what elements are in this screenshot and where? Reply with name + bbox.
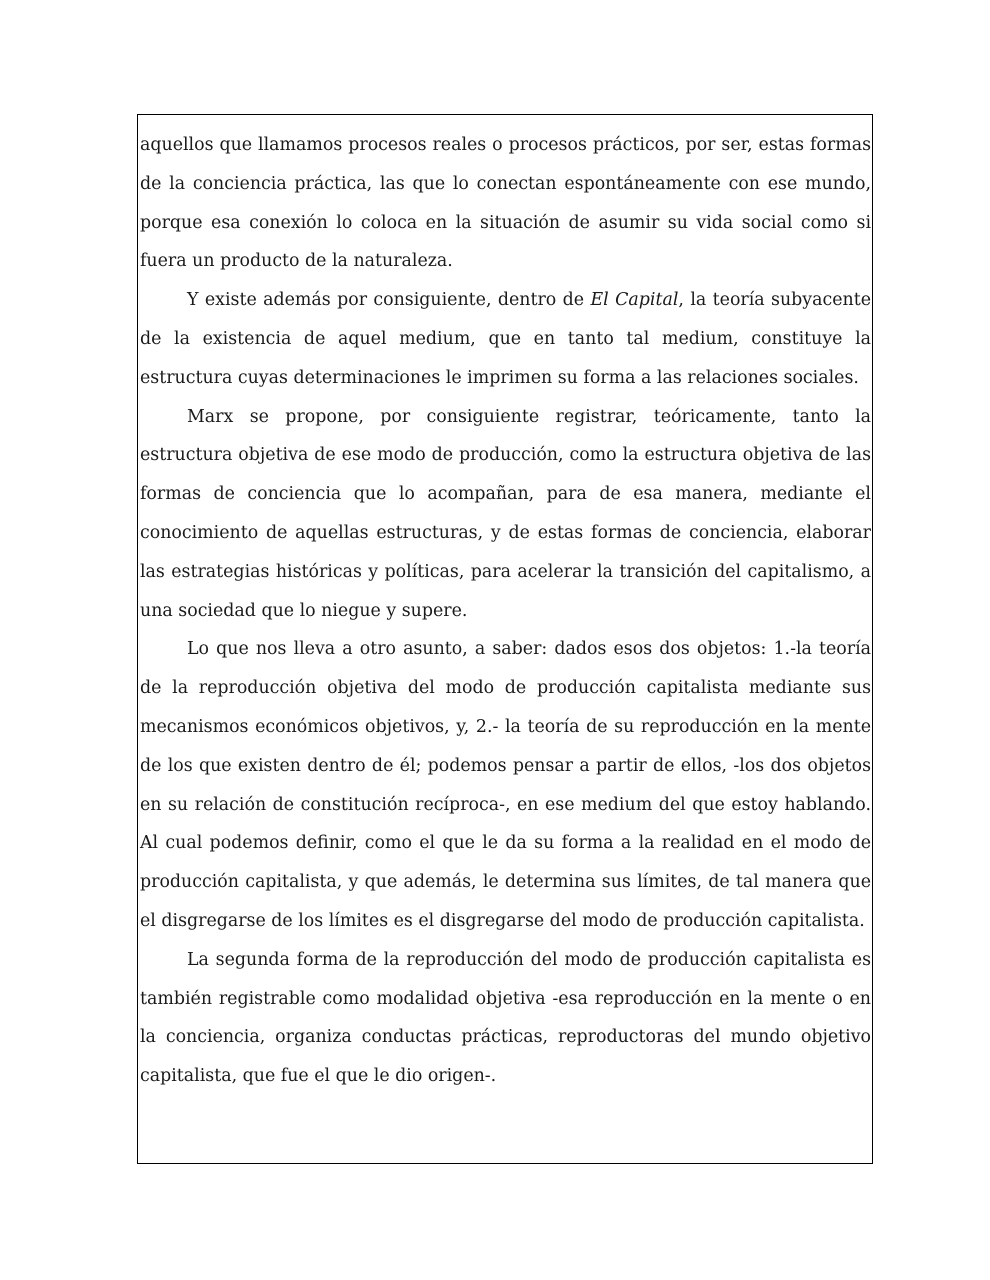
- body-text: [140, 126, 871, 1096]
- paragraph-4: Lo que nos lleva a otro asunto, a saber: dados esos dos objetos: 1.-la teoría de la reproducción objetiva del modo de producción capitalista mediante sus mecanismos económicos objetivos, y, 2.- la teoría de su reproducción en la mente de los que existen dentro de él; podemos pensar a partir de ellos, -los dos objetos en su relación de constitución recíproca-, en ese medium del que estoy hablando. Al cual podemos definir, como el que le da su forma a la realidad en el modo de producción capitalista, y que además, le determina sus límites, de tal manera que el disgregarse de los límites es el disgregarse del modo de producción capitalista.: [140, 639, 871, 931]
- paragraph-2-rest: , la teoría subyacente de la existencia de aquel medium, que en tanto tal medium, constituye la estructura cuyas determinaciones le imprimen su forma a las relaciones sociales.: [140, 290, 872, 388]
- paragraph-2-lead: Y existe además por consiguiente, dentro de: [187, 290, 591, 311]
- paragraph-5: La segunda forma de la reproducción del modo de producción capitalista es también registrable como modalidad objetiva -esa reproducción en la mente o en la conciencia, organiza conductas prácticas, reproductoras del mundo objetivo capitalista, que fue el que le dio origen-.: [140, 949, 871, 1087]
- paragraph-2: [140, 281, 871, 397]
- paragraph-3: Marx se propone, por consiguiente registrar, teóricamente, tanto la estructura objetiva de ese modo de producción, como la estructura objetiva de las formas de conciencia que lo acompañan, para de esa manera, mediante el conocimiento de aquellas estructuras, y de estas formas de conciencia, elaborar las estrategias históricas y políticas, para acelerar la transición del capitalismo, a una sociedad que lo niegue y supere.: [140, 406, 871, 621]
- paragraph-1: aquellos que llamamos procesos reales o procesos prácticos, por ser, estas formas de la conciencia práctica, las que lo conectan espontáneamente con ese mundo, porque esa conexión lo coloca en la situación de asumir su vida social como si fuera un producto de la naturaleza.: [140, 135, 871, 272]
- book-title: El Capital: [590, 290, 679, 311]
- page-frame: [137, 114, 873, 1164]
